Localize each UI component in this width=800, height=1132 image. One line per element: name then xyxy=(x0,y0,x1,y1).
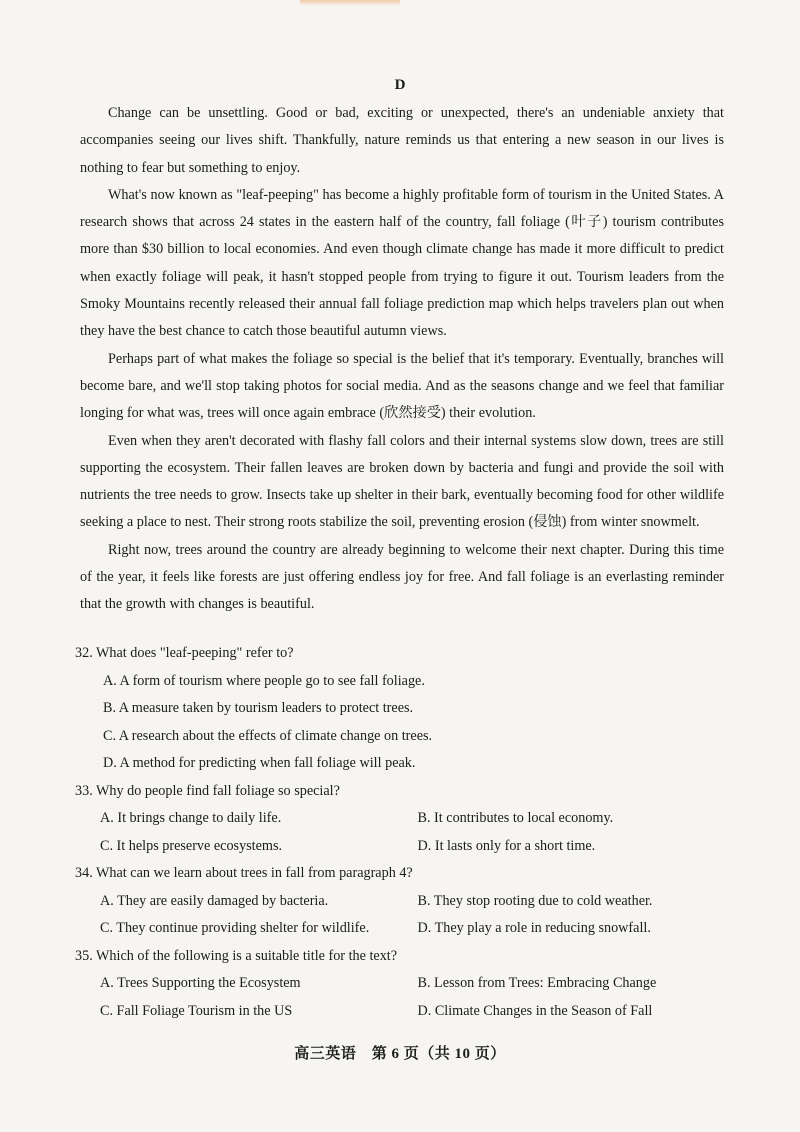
option-c[interactable]: C. They continue providing shelter for wildlife. xyxy=(100,920,370,936)
option-b[interactable]: B. It contributes to local economy. xyxy=(417,810,614,826)
question-stem: 35. Which of the following is a suitable title for the text? xyxy=(75,947,398,964)
option-d[interactable]: D. A method for predicting when fall foliage will peak. xyxy=(103,755,416,771)
option-b[interactable]: B. They stop rooting due to cold weather. xyxy=(417,892,653,909)
option-a[interactable]: A. Trees Supporting the Ecosystem xyxy=(100,975,301,991)
option-a[interactable]: A. A form of tourism where people go to see fall foliage. xyxy=(103,672,425,689)
question-32 xyxy=(75,640,735,778)
paragraph-3: Perhaps part of what makes the foliage so special is the belief that it's temporary. Eventually, branches will become bare, and we'll stop taking photos for social media. And as the seasons change and we feel that familiar longing for what was, trees will once again embrace (欣然接受) their evolution. xyxy=(80,350,724,422)
option-a[interactable]: A. It brings change to daily life. xyxy=(100,810,282,826)
question-stem: 34. What can we learn about trees in fall from paragraph 4? xyxy=(75,865,413,881)
option-d[interactable]: D. They play a role in reducing snowfall. xyxy=(417,920,651,936)
option-row xyxy=(75,805,735,833)
question-list xyxy=(75,640,735,1025)
option-c[interactable]: C. Fall Foliage Tourism in the US xyxy=(100,1002,293,1019)
paragraph-1: Change can be unsettling. Good or bad, exciting or unexpected, there's an undeniable anxiety that accompanies seeing our lives shift. Thankfully, nature reminds us that entering a new season in our lives is nothing to fear but something to enjoy. xyxy=(80,105,724,176)
option-d[interactable]: D. It lasts only for a short time. xyxy=(417,837,596,854)
option-d[interactable]: D. Climate Changes in the Season of Fall xyxy=(417,1002,653,1019)
section-letter: D xyxy=(394,77,406,93)
option-a[interactable]: A. They are easily damaged by bacteria. xyxy=(100,892,329,909)
paragraph-4: Even when they aren't decorated with flashy fall colors and their internal systems slow down, trees are still supporting the ecosystem. Their fallen leaves are broken down by bacteria and fungi and provide the soil with nutrients the tree needs to grow. Insects take up shelter in their bark, eventually becoming food for other wildlife seeking a place to nest. Their strong roots stabilize the soil, preventing erosion (侵蚀) from winter snowmelt. xyxy=(80,432,724,531)
paragraph-5: Right now, trees around the country are already beginning to welcome their next chapter. During this time of the year, it feels like forests are just offering endless joy for free. And fall foliage is an everlasting reminder that the growth with changes is beautiful. xyxy=(80,541,724,613)
option-c[interactable]: C. It helps preserve ecosystems. xyxy=(100,837,283,854)
option-row xyxy=(75,970,735,998)
option-b[interactable]: B. A measure taken by tourism leaders to protect trees. xyxy=(103,700,414,716)
paragraph-2: What's now known as "leaf-peeping" has become a highly profitable form of tourism in the United States. A research shows that across 24 states in the eastern half of the country, fall foliage (叶子) tourism contributes more than $30 billion to local economies. And even though climate change has made it more difficult to predict when exactly foliage will peak, it hasn't stopped people from trying to figure it out. Tourism leaders from the Smoky Mountains recently released their annual fall foliage prediction map which helps travelers plan out when they have the best chance to catch those beautiful autumn views. xyxy=(80,186,724,340)
question-stem: 32. What does "leaf-peeping" refer to? xyxy=(75,645,294,661)
page-footer: 高三英语 第 6 页（共 10 页） xyxy=(294,1046,506,1062)
option-row xyxy=(75,833,735,861)
option-row xyxy=(75,915,735,943)
question-33 xyxy=(75,778,735,861)
option-b[interactable]: B. Lesson from Trees: Embracing Change xyxy=(417,975,657,991)
scan-smudge xyxy=(300,0,400,6)
option-row xyxy=(75,998,735,1026)
question-stem: 33. Why do people find fall foliage so special? xyxy=(75,782,340,799)
question-34 xyxy=(75,860,735,943)
reading-passage xyxy=(80,100,724,619)
option-c[interactable]: C. A research about the effects of climate change on trees. xyxy=(103,727,433,744)
option-row xyxy=(75,888,735,916)
question-35 xyxy=(75,943,735,1026)
